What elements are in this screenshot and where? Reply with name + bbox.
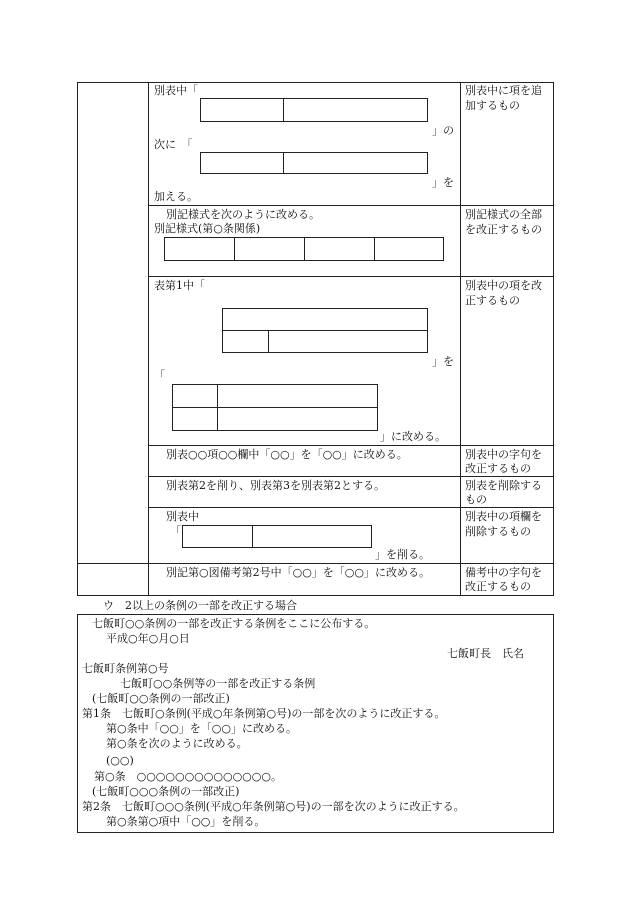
box-cell-divider — [374, 237, 375, 261]
row-text: 「 — [170, 525, 181, 538]
column-divider-left — [148, 82, 149, 596]
row-description: 改正するもの — [465, 462, 531, 475]
row-text: 別記第○図備考第2号中「○○」を「○○」に改める。 — [166, 566, 430, 579]
deleted-row-box — [182, 525, 372, 548]
row-description: 別記様式の全部 — [465, 208, 542, 221]
row-text: 加える。 — [154, 190, 198, 203]
row-description: を改正するもの — [465, 223, 542, 236]
row-divider — [77, 563, 554, 564]
box-cell-divider — [283, 98, 284, 122]
box-row-divider — [172, 407, 378, 408]
article-item: 第○条を次のように改める。 — [106, 737, 248, 750]
row-divider — [148, 445, 554, 446]
box-cell-divider — [268, 330, 269, 353]
row-text: 別表中 — [166, 510, 199, 523]
article-caption: (○○) — [106, 754, 134, 767]
promulgation-date: 平成○年○月○日 — [106, 632, 190, 645]
row-description: 備考中の字句を — [465, 566, 542, 579]
article-new-text: 第○条 ○○○○○○○○○○○○○○。 — [94, 770, 282, 783]
row-description: 改正するもの — [465, 580, 531, 593]
article-text: 第1条 七飯町○条例(平成○年条例第○号)の一部を次のように改正する。 — [82, 707, 446, 720]
row-text: 別表中「 — [154, 84, 198, 97]
row-description: 正するもの — [465, 294, 520, 307]
row-text: 別記様式を次のように改める。 — [166, 208, 320, 221]
article-item: 第○条中「○○」を「○○」に改める。 — [106, 722, 297, 735]
row-text: 」を削る。 — [375, 548, 430, 561]
row-text: 」の — [432, 124, 454, 137]
row-divider — [148, 276, 554, 277]
part-heading: (七飯町○○条例の一部改正) — [92, 692, 230, 705]
part-heading: (七飯町○○○条例の一部改正) — [92, 785, 240, 798]
row-divider — [148, 476, 554, 477]
row-description: もの — [465, 493, 487, 506]
article-item: 第○条第○項中「○○」を削る。 — [106, 815, 266, 828]
row-text: 別記様式(第○条関係) — [154, 222, 261, 235]
row-text: 別表第2を削り、別表第3を別表第2とする。 — [166, 479, 385, 492]
row-description: 別表中の項を改 — [465, 279, 542, 292]
row-text: 表第1中「 — [154, 279, 205, 292]
inserted-table-box — [200, 98, 428, 122]
box-cell-divider — [283, 152, 284, 174]
row-description: 別表中に項を追 — [465, 84, 542, 97]
row-text: 別表○○項○○欄中「○○」を「○○」に改める。 — [166, 448, 408, 461]
row-description: 削除するもの — [465, 525, 531, 538]
row-text: 」を — [432, 176, 454, 189]
row-description: 加するもの — [465, 99, 520, 112]
row-text: 「 — [154, 369, 165, 382]
row-text: 次に 「 — [154, 138, 193, 151]
promulgation-text: 七飯町○○条例の一部を改正する条例をここに公布する。 — [92, 617, 376, 630]
box-cell-divider — [217, 384, 218, 431]
box-row-divider — [222, 330, 428, 331]
table-border-right — [553, 82, 554, 596]
table-border-left — [77, 82, 78, 596]
column-divider-right — [460, 82, 461, 596]
section-heading: ウ 2以上の条例の一部を改正する場合 — [103, 599, 297, 612]
row-description: 別表を削除する — [465, 479, 542, 492]
box-cell-divider — [304, 237, 305, 261]
box-cell-divider — [234, 237, 235, 261]
row-text: 」を — [432, 355, 454, 368]
inserted-table-box — [200, 152, 428, 174]
row-description: 別表中の項欄を — [465, 510, 542, 523]
row-divider — [148, 507, 554, 508]
ordinance-title: 七飯町○○条例等の一部を改正する条例 — [120, 677, 316, 690]
article-text: 第2条 七飯町○○○条例(平成○年条例第○号)の一部を次のように改正する。 — [82, 800, 465, 813]
row-text: 」に改める。 — [380, 430, 446, 443]
row-description: 別表中の字句を — [465, 448, 542, 461]
box-cell-divider — [252, 525, 253, 548]
row-divider — [148, 205, 554, 206]
signer: 七飯町長 氏名 — [447, 647, 524, 660]
ordinance-number: 七飯町条例第○号 — [82, 662, 169, 675]
